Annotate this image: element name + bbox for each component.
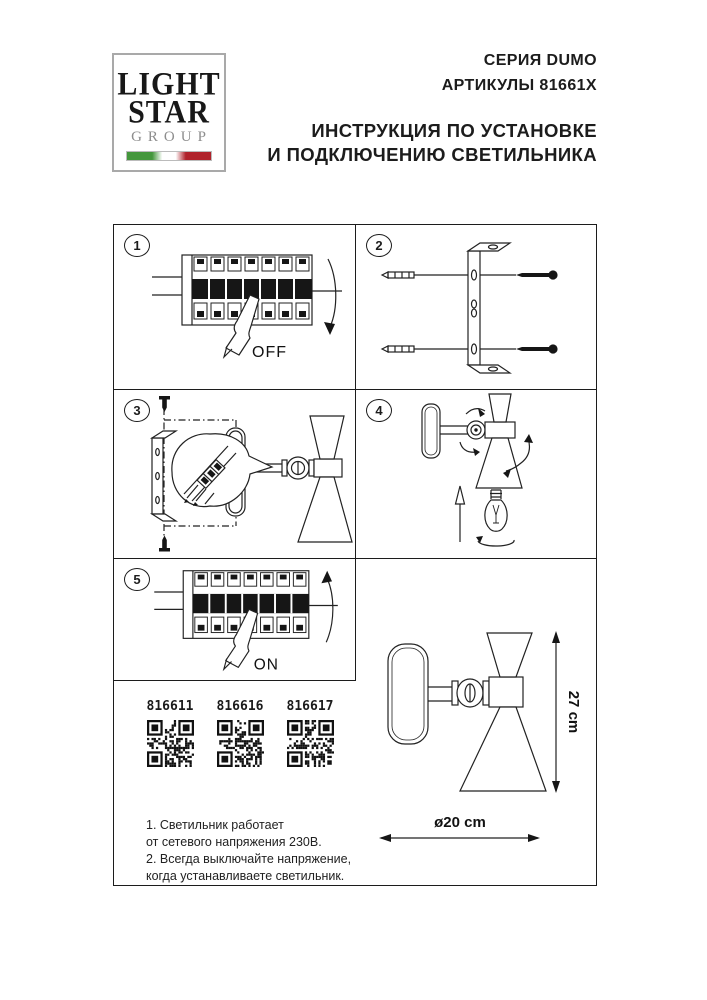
article-item [212, 699, 268, 767]
article-code: 816611 [146, 699, 194, 714]
note-line: 1. Светильник работает [146, 818, 284, 832]
safety-notes [146, 817, 351, 885]
step-4-number: 4 [375, 403, 383, 418]
lightstar-logo [112, 53, 226, 172]
qr-code-icon [147, 720, 194, 767]
step-3-number: 3 [133, 403, 141, 418]
screw-icon [159, 396, 170, 412]
height-dimension-label: 27 cm [565, 690, 582, 734]
instruction-title-line2: И ПОДКЛЮЧЕНИЮ СВЕТИЛЬНИКА [267, 144, 597, 165]
logo-word-group: GROUP [131, 129, 212, 145]
step-5-number: 5 [133, 572, 141, 587]
insert-up-arrow-icon [456, 486, 465, 542]
logo-word-star: STAR [128, 94, 210, 131]
circuit-breaker-off-drawing [152, 247, 344, 365]
step-5-panel [114, 559, 356, 681]
logo-word-light: LIGHT [117, 66, 221, 103]
wiring-assembly-drawing [114, 390, 356, 559]
dimension-drawing [356, 559, 596, 884]
note-line: от сетевого напряжения 230В. [146, 835, 322, 849]
on-label: ON [253, 656, 279, 674]
light-bulb-icon [478, 490, 514, 546]
qr-code-icon [287, 720, 334, 767]
diameter-dimension-label: ø20 cm [434, 814, 486, 831]
screw-icon [516, 344, 558, 353]
step-5-badge [124, 568, 150, 591]
step-4-panel [356, 390, 596, 559]
turn-on-arrow-icon [326, 578, 333, 642]
info-panel [114, 681, 356, 884]
step-2-number: 2 [375, 238, 383, 253]
note-line: когда устанавливаете светильник. [146, 869, 345, 883]
article-codes [142, 699, 338, 767]
series-title: СЕРИЯ DUMO [483, 52, 597, 69]
wall-anchor-icon [382, 346, 414, 352]
note-line: 2. Всегда выключайте напряжение, [146, 852, 352, 866]
instruction-title-line1: ИНСТРУКЦИЯ ПО УСТАНОВКЕ [311, 120, 597, 141]
italian-flag-bar [126, 151, 212, 161]
step-1-number: 1 [133, 238, 141, 253]
articles-title: АРТИКУЛЫ 81661X [441, 77, 597, 94]
instruction-grid [113, 224, 597, 886]
screw-icon [159, 536, 170, 552]
article-code: 816617 [286, 699, 334, 714]
article-code: 816616 [216, 699, 264, 714]
bracket-and-screws-drawing [364, 231, 590, 383]
step-1-panel [114, 225, 356, 390]
circuit-breaker-on-drawing [154, 563, 340, 677]
step-3-panel [114, 390, 356, 559]
article-item [142, 699, 198, 767]
turn-off-arrow-icon [328, 259, 336, 327]
off-label: OFF [252, 344, 287, 361]
screw-icon [516, 270, 558, 279]
header-text [267, 48, 597, 167]
step-1-badge [124, 234, 150, 257]
screw-rotate-arrow-icon [478, 540, 514, 546]
article-item [282, 699, 338, 767]
wall-anchor-icon [382, 272, 414, 278]
step-2-panel [356, 225, 596, 390]
dimensions-panel [356, 559, 596, 884]
lamp-mounting-drawing [356, 390, 596, 559]
qr-code-icon [217, 720, 264, 767]
